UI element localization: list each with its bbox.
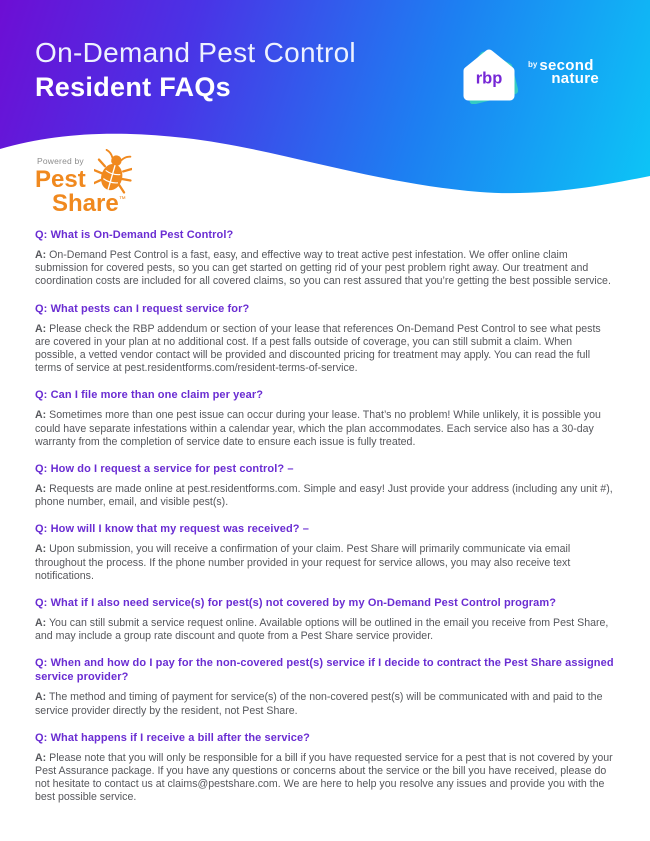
question-prefix: Q: <box>35 523 48 536</box>
faq-item-6 <box>35 596 616 643</box>
faq-question <box>35 302 616 316</box>
answer-prefix: A: <box>35 483 47 496</box>
faq-item-5 <box>35 522 616 583</box>
question-text: How will I know that my request was received? – <box>50 523 309 536</box>
faq-item-1 <box>35 228 616 289</box>
pestshare-logo <box>35 150 165 222</box>
faq-question <box>35 228 616 242</box>
question-prefix: Q: <box>35 657 48 670</box>
faq-question <box>35 596 616 610</box>
faq-item-8 <box>35 731 616 805</box>
answer-text: Requests are made online at pest.residentforms.com. Simple and easy! Just provide your address (including any unit #), phone number, email, and visible pest(s). <box>35 483 613 509</box>
question-text: Can I file more than one claim per year? <box>50 389 264 402</box>
answer-prefix: A: <box>35 751 47 764</box>
page-title <box>35 36 356 104</box>
faq-answer <box>35 409 616 449</box>
powered-by-label: Powered by <box>37 156 84 166</box>
answer-text: You can still submit a service request online. Available options will be outlined in the email you receive from Pest Share, and may include a group rate discount and quote from a Pest Share service provider. <box>35 617 609 643</box>
faq-question <box>35 731 616 745</box>
question-prefix: Q: <box>35 463 48 476</box>
pestshare-share-text: Share <box>52 190 119 217</box>
answer-text: The method and timing of payment for service(s) of the non-covered pest(s) will be communicated with and paid to the service provider directly by the resident, not Pest Share. <box>35 691 603 717</box>
faq-answer <box>35 249 616 289</box>
question-text: What if I also need service(s) for pest(s) not covered by my On-Demand Pest Control program? <box>50 597 557 610</box>
question-prefix: Q: <box>35 731 48 744</box>
beetle-icon <box>94 149 132 196</box>
brand-block <box>460 46 599 104</box>
answer-prefix: A: <box>35 617 47 630</box>
answer-text: Upon submission, you will receive a confirmation of your claim. Pest Share will primarily communicate via email throughout the process. If the phone number provided in your request for service allows, you may also receive text notifications. <box>35 543 571 582</box>
question-prefix: Q: <box>35 389 48 402</box>
faq-answer <box>35 617 616 643</box>
question-text: What pests can I request service for? <box>50 302 250 315</box>
rbp-logo-icon <box>460 46 518 104</box>
pestshare-word-pest: Pest <box>35 166 86 193</box>
faq-item-3 <box>35 388 616 449</box>
faq-item-2 <box>35 302 616 376</box>
answer-text: On-Demand Pest Control is a fast, easy, and effective way to treat active pest infestation. We offer online claim submission for covered pests, so you can get started on getting rid of your pest problem right away. Our treatment and coordination costs are included for all covered claims, so you can rest assured that you’re getting the best possible service. <box>35 249 611 288</box>
question-text: How do I request a service for pest control? – <box>50 463 294 476</box>
question-text: What happens if I receive a bill after the service? <box>50 731 310 744</box>
trademark-symbol: ™ <box>118 196 126 203</box>
answer-prefix: A: <box>35 543 47 556</box>
answer-prefix: A: <box>35 409 47 422</box>
answer-prefix: A: <box>35 322 47 335</box>
second-nature-wordmark <box>528 59 599 85</box>
faq-item-4 <box>35 462 616 509</box>
faq-answer <box>35 483 616 509</box>
answer-prefix: A: <box>35 691 47 704</box>
answer-text: Please note that you will only be responsible for a bill if you have requested service for a pest that is not covered by your Pest Assurance package. If you have any questions or concerns about the service or the bill you have received, please do not hesitate to contact us at claims@pestshare.com. We are here to help you resolve any issues and provide you with the best possible service. <box>35 751 613 804</box>
faq-question <box>35 656 616 684</box>
faq-content <box>35 228 616 805</box>
answer-text: Please check the RBP addendum or section of your lease that references On-Demand Pest Control to see what pests are covered in your plan at no additional cost. If a pest falls outside of coverage, you can still submit a claim. When possible, a vetted vendor contact will be provided and discounted pricing for treatment may apply. You can read the full terms of service at pest.residentforms.com/resident-terms-of-service. <box>35 322 601 375</box>
faq-answer <box>35 752 616 805</box>
question-text: When and how do I pay for the non-covered pest(s) service if I decide to contract the Pest Share assigned service provider? <box>35 657 614 684</box>
faq-answer <box>35 543 616 583</box>
answer-text: Sometimes more than one pest issue can occur during your lease. That’s no problem! While unlikely, it is possible you could have separate infestations within a calendar year, which the plan accommodates. Each service also has a 30-day warranty from the completion of service date to ensure each issue is fully treated. <box>35 409 601 448</box>
second-nature-word1: second <box>539 57 594 74</box>
rbp-logo-text: rbp <box>475 69 503 88</box>
question-text: What is On-Demand Pest Control? <box>50 229 234 241</box>
second-nature-by: by <box>528 60 538 69</box>
answer-prefix: A: <box>35 249 47 261</box>
page-title-line1: On-Demand Pest Control <box>35 37 356 68</box>
faq-question <box>35 388 616 402</box>
faq-answer <box>35 323 616 376</box>
question-prefix: Q: <box>35 302 48 315</box>
question-prefix: Q: <box>35 597 48 610</box>
faq-question <box>35 522 616 536</box>
faq-answer <box>35 691 616 717</box>
question-prefix: Q: <box>35 229 48 241</box>
second-nature-word2: nature <box>551 70 599 87</box>
faq-question <box>35 462 616 476</box>
page-title-line2: Resident FAQs <box>35 72 231 102</box>
faq-item-7 <box>35 656 616 717</box>
